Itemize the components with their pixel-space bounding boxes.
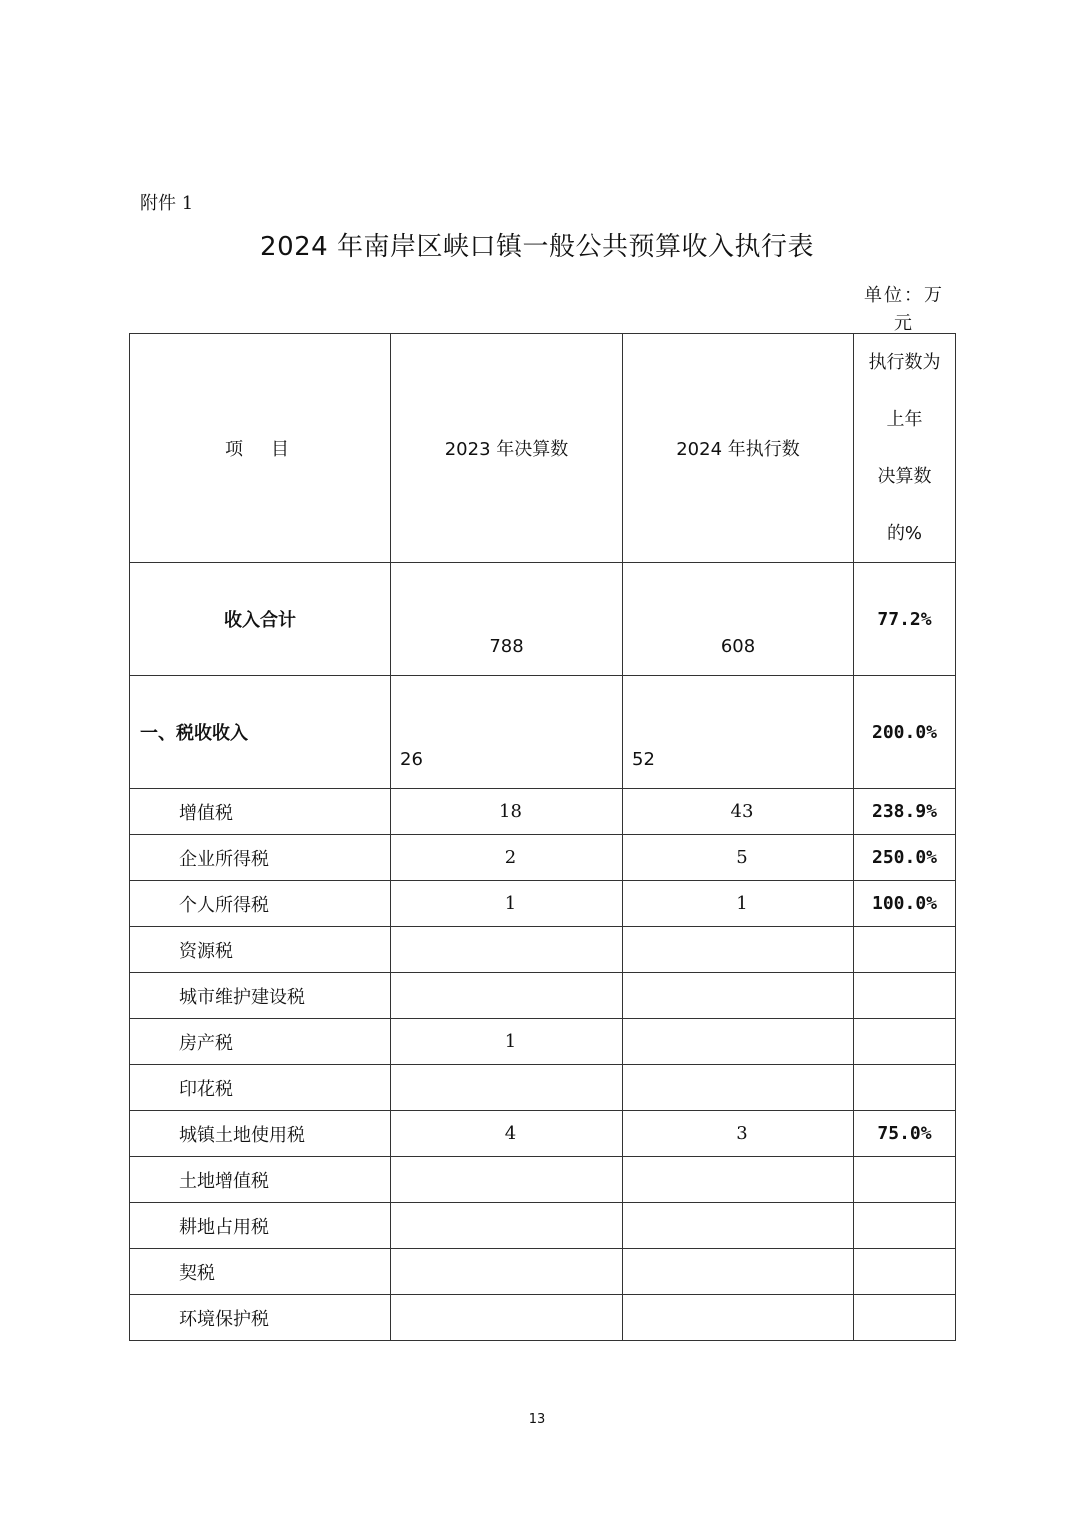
row-2024 (623, 927, 854, 973)
table-row (130, 789, 956, 835)
row-name: 房产税 (130, 1019, 391, 1065)
unit-label: 单位：万 (864, 285, 944, 306)
total-2024: 608 (623, 563, 854, 676)
row-2024 (623, 1157, 854, 1203)
table-row (130, 973, 956, 1019)
row-percent (854, 1065, 956, 1111)
row-2024 (623, 1295, 854, 1341)
budget-table (129, 333, 956, 1341)
row-2024: 1 (623, 881, 854, 927)
row-2023: 18 (391, 789, 623, 835)
row-2024: 43 (623, 789, 854, 835)
row-percent (854, 1249, 956, 1295)
header-2023: 2023 年决算数 (391, 334, 623, 563)
page-title: 2024 年南岸区峡口镇一般公共预算收入执行表 (260, 232, 814, 262)
row-2023 (391, 1157, 623, 1203)
row-name: 土地增值税 (130, 1157, 391, 1203)
table-row (130, 1203, 956, 1249)
row-percent: 75.0% (854, 1111, 956, 1157)
table-row (130, 881, 956, 927)
row-2023: 1 (391, 1019, 623, 1065)
row-2023: 1 (391, 881, 623, 927)
row-name: 耕地占用税 (130, 1203, 391, 1249)
row-percent: 250.0% (854, 835, 956, 881)
total-percent: 77.2% (854, 563, 956, 676)
table-header-row (130, 334, 956, 563)
row-2023 (391, 1249, 623, 1295)
total-label: 收入合计 (130, 563, 391, 676)
header-2024: 2024 年执行数 (623, 334, 854, 563)
row-2023 (391, 1295, 623, 1341)
row-name: 增值税 (130, 789, 391, 835)
total-row (130, 563, 956, 676)
row-2023 (391, 973, 623, 1019)
row-name: 城市维护建设税 (130, 973, 391, 1019)
table-row (130, 1157, 956, 1203)
row-name: 契税 (130, 1249, 391, 1295)
row-2024 (623, 973, 854, 1019)
total-2023: 788 (391, 563, 623, 676)
row-name: 企业所得税 (130, 835, 391, 881)
attachment-label: 附件 1 (140, 193, 194, 214)
tax-label: 一、税收收入 (130, 676, 391, 789)
row-percent: 238.9% (854, 789, 956, 835)
table-row (130, 927, 956, 973)
row-percent (854, 927, 956, 973)
unit-label-continued: 元 (894, 313, 912, 334)
row-2023: 2 (391, 835, 623, 881)
header-item: 项目 (130, 334, 391, 563)
row-name: 城镇土地使用税 (130, 1111, 391, 1157)
row-2024 (623, 1203, 854, 1249)
row-name: 资源税 (130, 927, 391, 973)
row-percent (854, 1019, 956, 1065)
row-2023: 4 (391, 1111, 623, 1157)
row-percent (854, 1295, 956, 1341)
table-row (130, 1111, 956, 1157)
table-row (130, 1019, 956, 1065)
row-2024 (623, 1019, 854, 1065)
row-2024 (623, 1249, 854, 1295)
tax-2023: 26 (391, 676, 623, 789)
table-row (130, 1295, 956, 1341)
table-row (130, 1065, 956, 1111)
row-2023 (391, 1203, 623, 1249)
tax-percent: 200.0% (854, 676, 956, 789)
tax-2024: 52 (623, 676, 854, 789)
page-number: 13 (528, 1412, 546, 1427)
row-name: 个人所得税 (130, 881, 391, 927)
row-name: 印花税 (130, 1065, 391, 1111)
row-2024: 5 (623, 835, 854, 881)
row-2023 (391, 927, 623, 973)
table-row (130, 835, 956, 881)
row-2024: 3 (623, 1111, 854, 1157)
row-2023 (391, 1065, 623, 1111)
row-percent (854, 973, 956, 1019)
row-name: 环境保护税 (130, 1295, 391, 1341)
row-percent (854, 1203, 956, 1249)
row-percent (854, 1157, 956, 1203)
row-2024 (623, 1065, 854, 1111)
table-row (130, 1249, 956, 1295)
row-percent: 100.0% (854, 881, 956, 927)
tax-row (130, 676, 956, 789)
header-percent: 执行数为 上年 决算数 的% (854, 334, 956, 563)
